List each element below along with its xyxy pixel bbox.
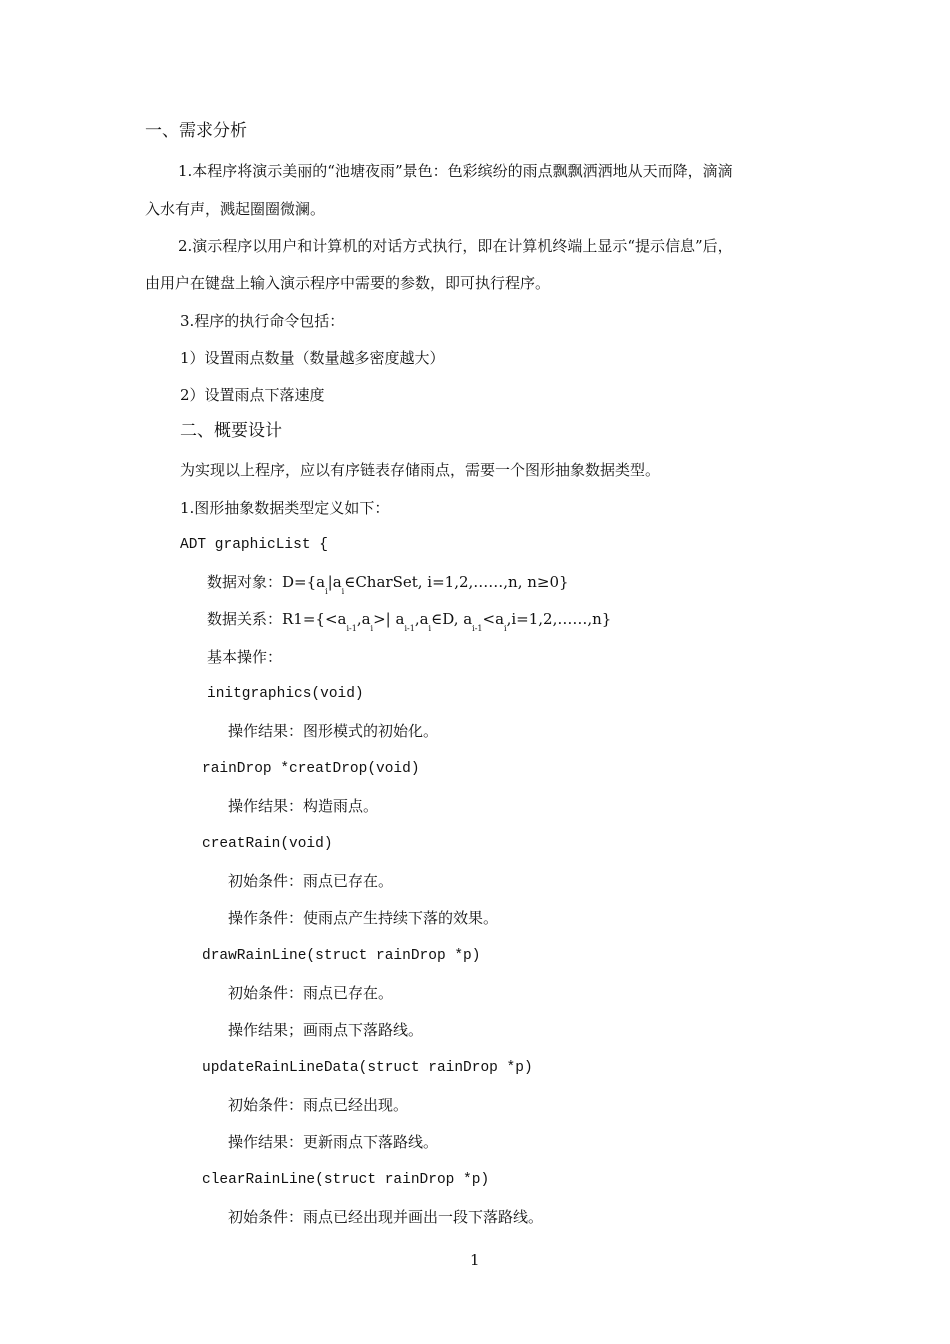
paragraph-2-line-1: 2.演示程序以用户和计算机的对话方式执行，即在计算机终端上显示“提示信息”后，: [178, 237, 733, 255]
section-heading-requirements: 一、需求分析: [145, 121, 247, 141]
op-clearrainline-precondition: 初始条件：雨点已经出现并画出一段下落路线。: [228, 1208, 544, 1226]
op-creatrain-precondition: 初始条件：雨点已存在。: [228, 872, 394, 890]
op-signature-creatdrop: rainDrop *creatDrop(void): [202, 761, 420, 777]
command-item-2: 2）设置雨点下落速度: [180, 386, 325, 404]
op-initgraphics-result: 操作结果：图形模式的初始化。: [228, 722, 439, 740]
adt-open: ADT graphicList {: [180, 537, 328, 553]
page-number: 1: [470, 1251, 480, 1269]
op-updaterainlinedata-precondition: 初始条件：雨点已经出现。: [228, 1096, 409, 1114]
op-signature-clearrainline: clearRainLine(struct rainDrop *p): [202, 1172, 490, 1188]
op-drawrainline-precondition: 初始条件：雨点已存在。: [228, 984, 394, 1002]
paragraph-2-line-2: 由用户在键盘上输入演示程序中需要的参数，即可执行程序。: [145, 274, 551, 292]
adt-data-relation: 数据关系：$R1=\{<a_{i-1},a_i>|$ $a_{i-1},a_i\in D$, $a_{i-1}<a_i,i=1,2,\dots\dots,n$}: [207, 610, 612, 633]
paragraph-1-line-1: 1.本程序将演示美丽的“池塘夜雨”景色：色彩缤纷的雨点飘飘洒洒地从天而降，滴滴: [178, 162, 733, 180]
op-signature-drawrainline: drawRainLine(struct rainDrop *p): [202, 948, 481, 964]
op-creatdrop-result: 操作结果：构造雨点。: [228, 797, 379, 815]
op-updaterainlinedata-result: 操作结果：更新雨点下落路线。: [228, 1133, 439, 1151]
op-drawrainline-result: 操作结果；画雨点下落路线。: [228, 1021, 424, 1039]
command-item-1: 1）设置雨点数量（数量越多密度越大）: [180, 349, 445, 367]
op-signature-initgraphics: initgraphics(void): [207, 686, 364, 702]
section-heading-design: 二、概要设计: [180, 421, 282, 441]
paragraph-3: 3.程序的执行命令包括：: [180, 312, 345, 330]
op-signature-creatrain: creatRain(void): [202, 836, 333, 852]
basic-operations-label: 基本操作：: [207, 648, 283, 666]
design-intro: 为实现以上程序，应以有序链表存储雨点，需要一个图形抽象数据类型。: [180, 461, 661, 479]
paragraph-1-line-2: 入水有声，溅起圈圈微澜。: [145, 200, 326, 218]
adt-data-object: 数据对象：$D=\{a_i|a_i\in CharSet$, i=1,2,……,n, n≥0}: [207, 573, 569, 596]
adt-definition-intro: 1.图形抽象数据类型定义如下：: [180, 499, 390, 517]
op-signature-updaterainlinedata: updateRainLineData(struct rainDrop *p): [202, 1060, 533, 1076]
op-creatrain-condition: 操作条件：使雨点产生持续下落的效果。: [228, 909, 499, 927]
